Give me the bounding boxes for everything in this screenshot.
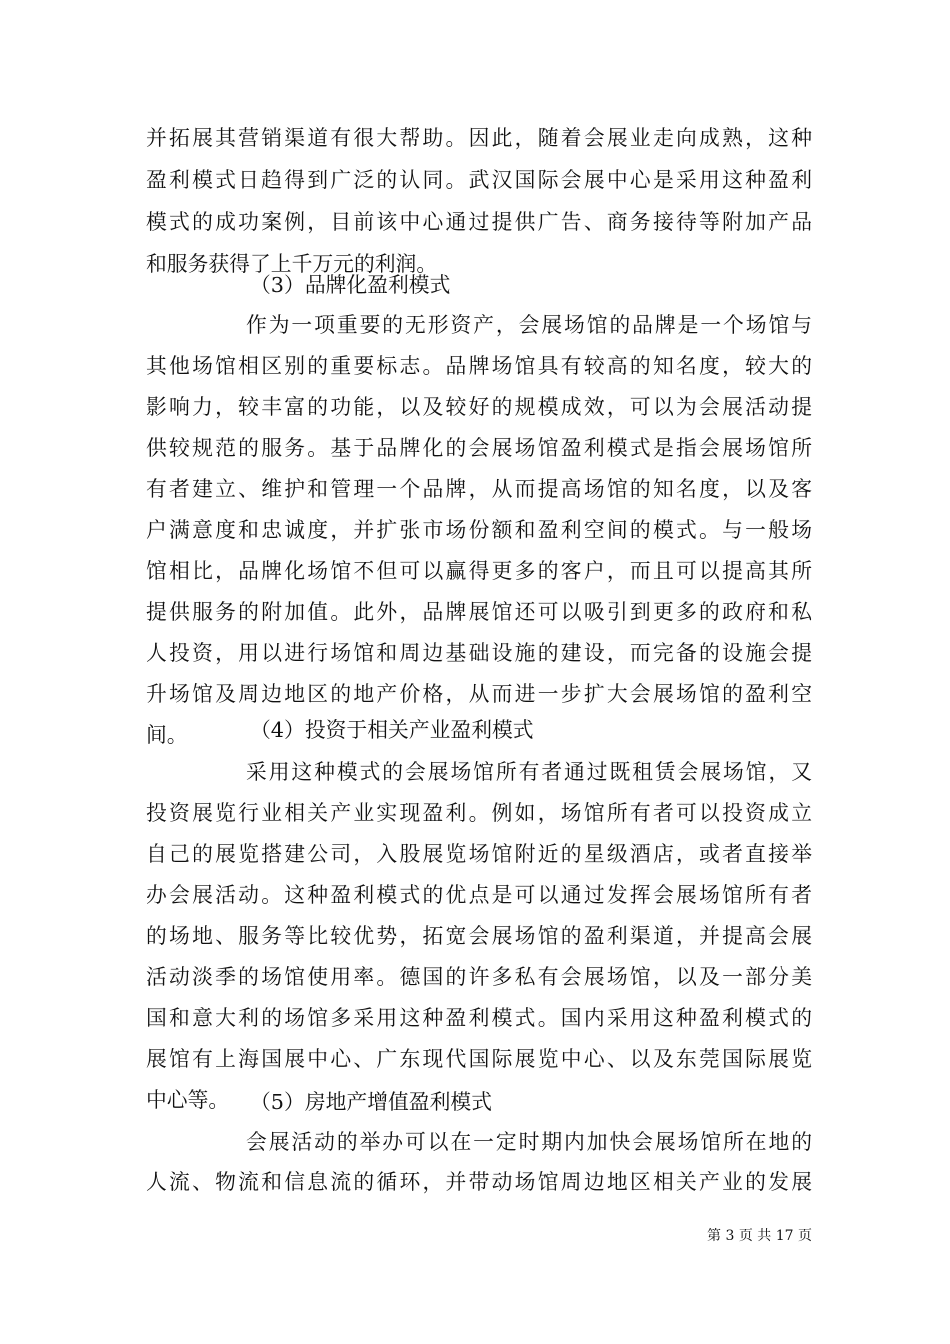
paragraph-2-line-8: 提供服务的附加值。此外，品牌展馆还可以吸引到更多的政府和私 [146, 600, 812, 624]
paragraph-3-line-2: 投资展览行业相关产业实现盈利。例如，场馆所有者可以投资成立 [146, 801, 812, 825]
page-footer: 第 3 页 共 17 页 [707, 1228, 812, 1244]
paragraph-2-line-3: 影响力，较丰富的功能，以及较好的规模成效，可以为会展活动提 [146, 395, 812, 419]
paragraph-3-line-1: 采用这种模式的会展场馆所有者通过既租赁会展场馆，又 [246, 760, 812, 784]
paragraph-3-line-8: 展馆有上海国展中心、广东现代国际展览中心、以及东莞国际展览 [146, 1047, 812, 1071]
paragraph-2-line-2: 其他场馆相区别的重要标志。品牌场馆具有较高的知名度，较大的 [146, 354, 812, 378]
paragraph-3-line-7: 国和意大利的场馆多采用这种盈利模式。国内采用这种盈利模式的 [146, 1006, 812, 1030]
paragraph-3-line-3: 自己的展览搭建公司，入股展览场馆附近的星级酒店，或者直接举 [146, 842, 812, 866]
paragraph-3-line-9: 中心等。 [146, 1088, 230, 1112]
section-heading-3: （3）品牌化盈利模式 [250, 273, 451, 297]
paragraph-2-line-4: 供较规范的服务。基于品牌化的会展场馆盈利模式是指会展场馆所 [146, 436, 812, 460]
paragraph-4-line-1: 会展活动的举办可以在一定时期内加快会展场馆所在地的 [246, 1130, 812, 1154]
paragraph-1-line-3: 模式的成功案例，目前该中心通过提供广告、商务接待等附加产品 [146, 210, 812, 234]
paragraph-2-line-10: 升场馆及周边地区的地产价格，从而进一步扩大会展场馆的盈利空 [146, 682, 812, 706]
paragraph-4-line-2: 人流、物流和信息流的循环，并带动场馆周边地区相关产业的发展 [146, 1170, 812, 1194]
paragraph-3-line-4: 办会展活动。这种盈利模式的优点是可以通过发挥会展场馆所有者 [146, 883, 812, 907]
paragraph-2-line-9: 人投资，用以进行场馆和周边基础设施的建设，而完备的设施会提 [146, 641, 812, 665]
paragraph-3-line-5: 的场地、服务等比较优势，拓宽会展场馆的盈利渠道，并提高会展 [146, 924, 812, 948]
paragraph-1-line-2: 盈利模式日趋得到广泛的认同。武汉国际会展中心是采用这种盈利 [146, 168, 812, 192]
paragraph-2-line-7: 馆相比，品牌化场馆不但可以赢得更多的客户，而且可以提高其所 [146, 559, 812, 583]
section-heading-5: （5）房地产增值盈利模式 [250, 1090, 492, 1114]
paragraph-1-line-4: 和服务获得了上千万元的利润。 [146, 252, 438, 276]
paragraph-2-line-11: 间。 [146, 723, 188, 747]
paragraph-2-line-5: 有者建立、维护和管理一个品牌，从而提高场馆的知名度，以及客 [146, 477, 812, 501]
paragraph-2-line-1: 作为一项重要的无形资产，会展场馆的品牌是一个场馆与 [246, 313, 812, 337]
paragraph-2-line-6: 户满意度和忠诚度，并扩张市场份额和盈利空间的模式。与一般场 [146, 518, 812, 542]
paragraph-3-line-6: 活动淡季的场馆使用率。德国的许多私有会展场馆，以及一部分美 [146, 965, 812, 989]
section-heading-4: （4）投资于相关产业盈利模式 [250, 718, 534, 742]
paragraph-1-line-1: 并拓展其营销渠道有很大帮助。因此，随着会展业走向成熟，这种 [146, 126, 812, 150]
